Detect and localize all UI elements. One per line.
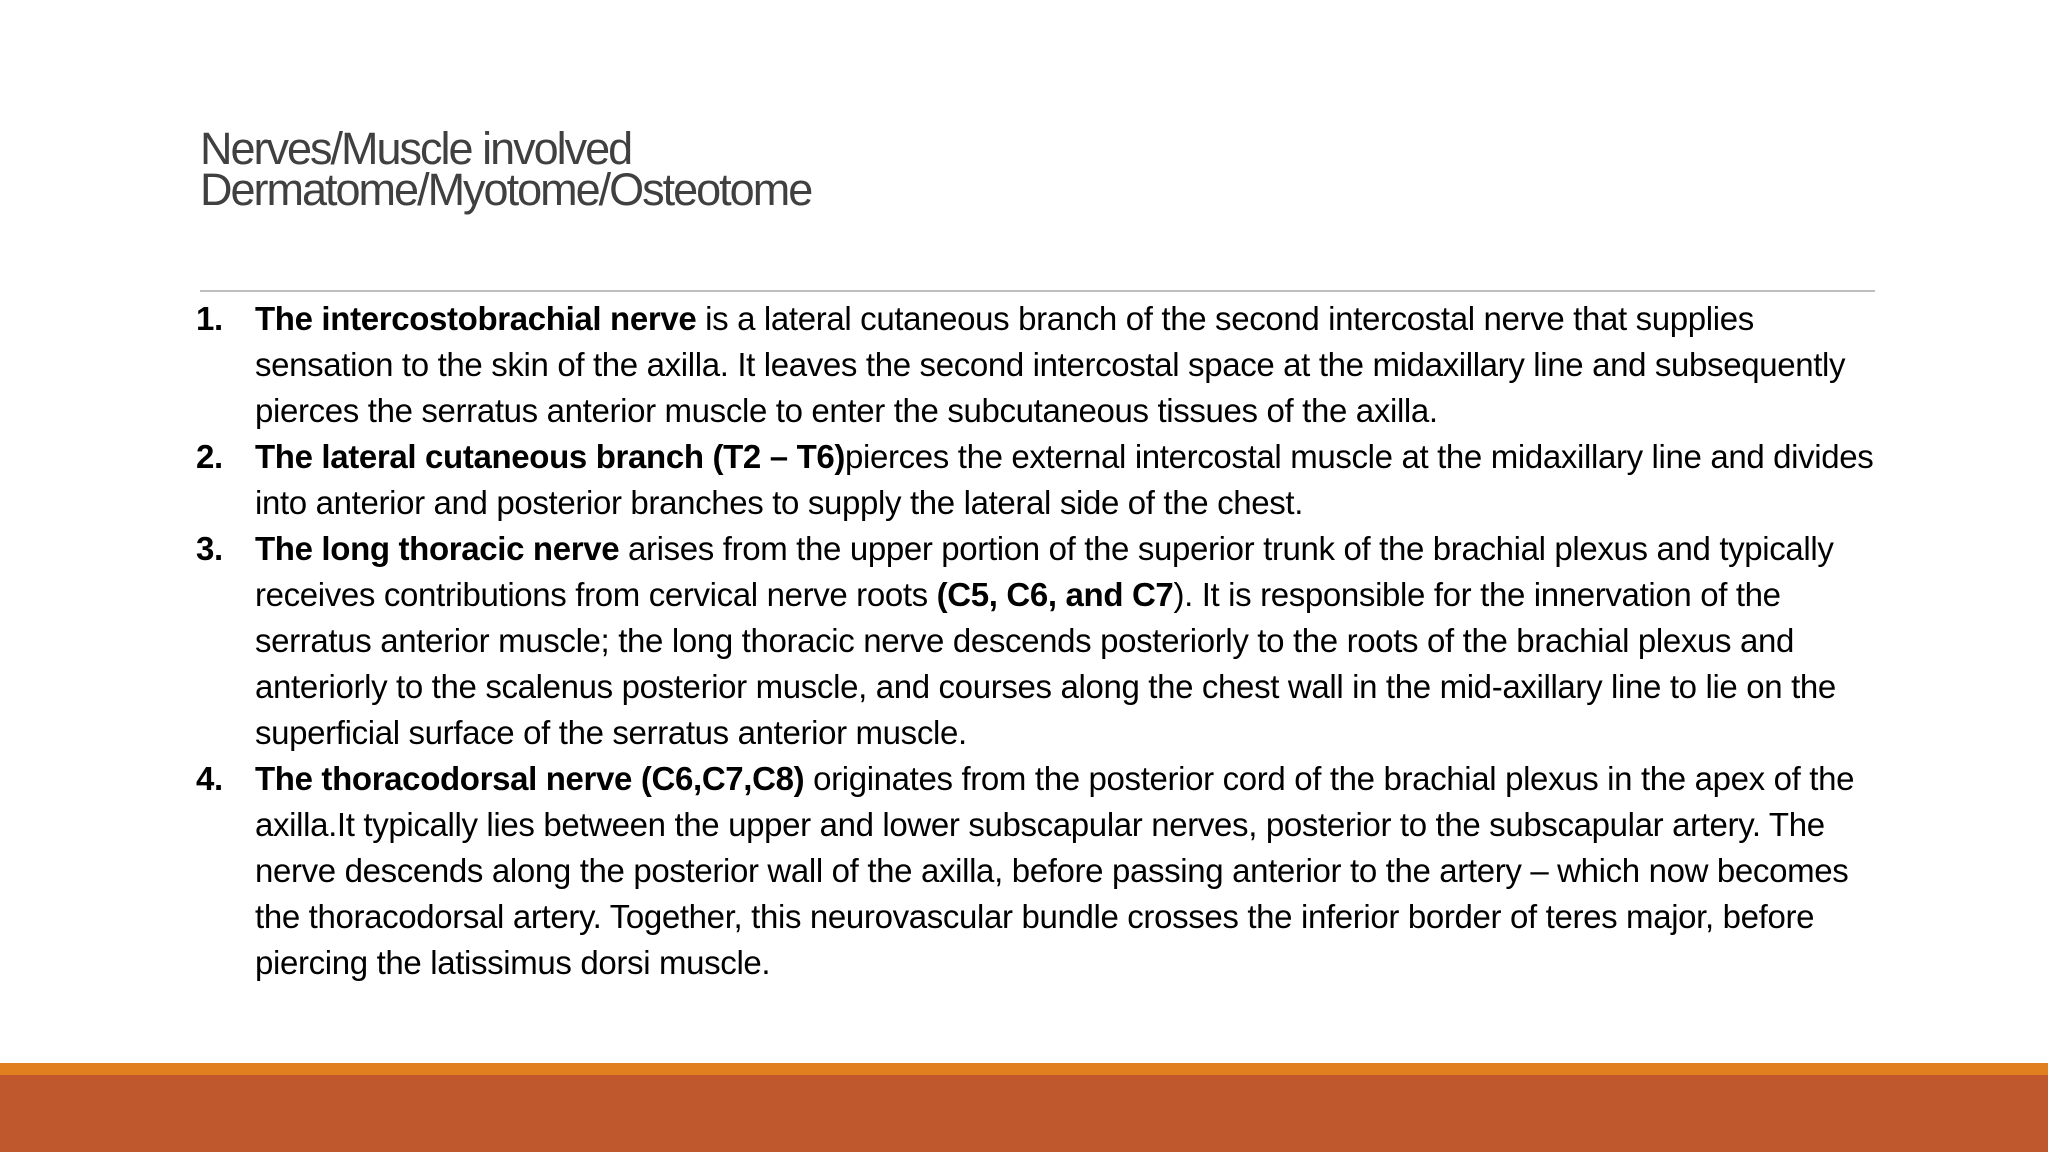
- item-text: originates from the posterior cord of the brachial plexus in the apex of the axilla.It typically lies between the upper and lower subscapular nerves, posterior to the subscapular artery. The nerve descends along the posterior wall of the axilla, before passing anterior to the artery – which now becomes the thoracodorsal artery. Together, this neurovascular bundle crosses the inferior border of teres major, before piercing the latissimus dorsi muscle.: [255, 760, 1855, 981]
- item-number: 1.: [196, 300, 223, 337]
- item-number: 4.: [196, 760, 223, 797]
- footer-accent-stripe: [0, 1063, 2048, 1075]
- item-bold-term: The long thoracic nerve: [255, 530, 620, 567]
- list-item: [196, 756, 1886, 986]
- item-bold-roots: (C5, C6, and C7: [936, 576, 1174, 613]
- list-item: [196, 296, 1886, 434]
- title-line-1: Nerves/Muscle involved: [200, 123, 632, 174]
- list-item: [196, 434, 1886, 526]
- item-text: is a lateral cutaneous branch of the second intercostal nerve that supplies sensation to the skin of the axilla. It leaves the second intercostal space at the midaxillary line and subsequently pierces the serratus anterior muscle to enter the subcutaneous tissues of the axilla.: [255, 300, 1846, 429]
- item-bold-term: The lateral cutaneous branch (T2 – T6): [255, 438, 846, 475]
- footer-band: [0, 1075, 2048, 1152]
- item-number: 3.: [196, 530, 223, 567]
- title-divider: [200, 290, 1875, 292]
- item-text: pierces the external intercostal muscle at the midaxillary line and divides into anterior and posterior branches to supply the lateral side of the chest.: [255, 438, 1874, 521]
- list-item: [196, 526, 1886, 756]
- title-line-2: Dermatome/Myotome/Osteotome: [200, 164, 812, 215]
- item-text: arises from the upper portion of the superior trunk of the brachial plexus and typically receives contributions from cervical nerve roots: [255, 530, 1834, 613]
- numbered-list: [196, 296, 1886, 986]
- item-bold-term: The intercostobrachial nerve: [255, 300, 697, 337]
- item-text-continued: ). It is responsible for the innervation of the serratus anterior muscle; the long thoracic nerve descends posteriorly to the roots of the brachial plexus and anteriorly to the scalenus posterior muscle, and courses along the chest wall in the mid-axillary line to lie on the superficial surface of the serratus anterior muscle.: [255, 576, 1836, 751]
- item-number: 2.: [196, 438, 223, 475]
- slide-title: [200, 123, 1700, 215]
- item-bold-term: The thoracodorsal nerve (C6,C7,C8): [255, 760, 805, 797]
